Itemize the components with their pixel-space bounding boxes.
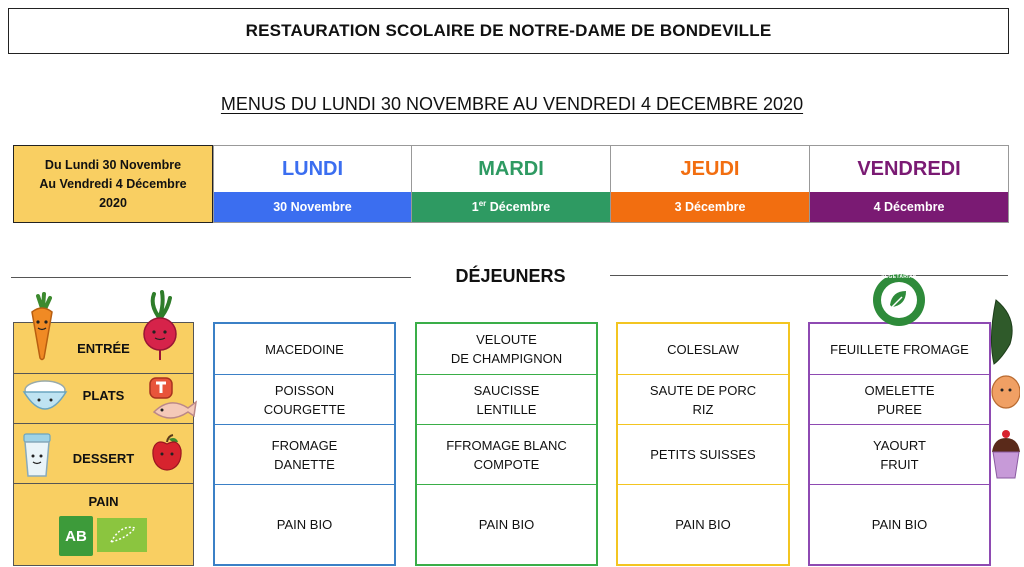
day-date-mardi-sup: er [478,198,487,208]
day-name-vendredi: VENDREDI [810,146,1008,192]
carrot-icon [24,292,60,362]
eu-organic-leaf-icon [97,518,147,552]
category-entree: ENTRÉE [77,341,130,356]
section-title: DÉJEUNERS [455,266,566,286]
menu-column-jeudi [616,322,790,566]
menu-jeudi-plat: SAUTE DE PORC RIZ [618,375,788,425]
menu-jeudi-dessert: PETITS SUISSES [618,425,788,485]
day-header-vendredi [809,145,1009,223]
period-box [13,145,213,223]
category-pain: PAIN [88,494,119,509]
divider-right [610,275,1008,276]
beet-icon [140,290,180,362]
day-date-mardi-num: 1 [471,200,479,214]
menu-vendredi-entree: FEUILLETE FROMAGE [810,324,989,375]
menu-column-vendredi [808,322,991,566]
menu-mardi-plat: SAUCISSE LENTILLE [417,375,596,425]
menu-vendredi-plat: OMELETTE PUREE [810,375,989,425]
vegetarian-badge-icon [872,273,926,327]
menu-lundi-plat: POISSON COURGETTE [215,375,394,425]
period-line-2: Au Vendredi 4 Décembre [39,176,187,191]
day-date-jeudi: 3 Décembre [611,192,809,222]
menu-column-mardi [415,322,598,566]
day-date-mardi-rest: Décembre [486,200,551,214]
menu-mardi-entree: VELOUTE DE CHAMPIGNON [417,324,596,375]
apple-icon [150,434,184,472]
day-date-lundi: 30 Novembre [214,192,411,222]
menu-jeudi-entree: COLESLAW [618,324,788,375]
menu-lundi-pain: PAIN BIO [276,517,333,532]
category-plats: PLATS [82,388,125,403]
day-name-jeudi: JEUDI [611,146,809,192]
menu-mardi-dessert: FFROMAGE BLANC COMPOTE [417,425,596,485]
menu-lundi-entree: MACEDOINE [215,324,394,375]
leaf-icon [988,298,1018,368]
menu-mardi-pain: PAIN BIO [478,517,535,532]
day-header-jeudi [610,145,810,223]
divider-left [11,277,411,278]
menu-vendredi-pain: PAIN BIO [871,517,928,532]
cupcake-icon [990,428,1020,480]
period-line-1: Du Lundi 30 Novembre [44,157,182,172]
day-name-mardi: MARDI [412,146,610,192]
page-title: RESTAURATION SCOLAIRE DE NOTRE-DAME DE BONDEVILLE [8,8,1009,54]
menu-vendredi-dessert: YAOURT FRUIT [810,425,989,485]
rice-bowl-icon [20,376,70,416]
day-date-mardi [412,192,610,222]
day-header-mardi [411,145,611,223]
meat-fish-icon [144,374,198,428]
vegetarian-badge-graphic [872,273,926,327]
yogurt-icon [20,432,54,478]
day-name-lundi: LUNDI [214,146,411,192]
vegetarian-label: VEGETARIAN [881,274,917,280]
category-dessert: DESSERT [72,451,135,466]
period-line-3: 2020 [99,195,127,210]
ab-organic-logo-icon: AB [59,516,93,556]
day-date-vendredi: 4 Décembre [810,192,1008,222]
menu-subtitle: MENUS DU LUNDI 30 NOVEMBRE AU VENDREDI 4 DECEMBRE 2020 [220,94,804,114]
potato-icon [990,374,1020,414]
day-header-lundi [213,145,412,223]
menu-jeudi-pain: PAIN BIO [675,517,731,532]
menu-lundi-dessert: FROMAGE DANETTE [215,425,394,485]
menu-column-lundi [213,322,396,566]
